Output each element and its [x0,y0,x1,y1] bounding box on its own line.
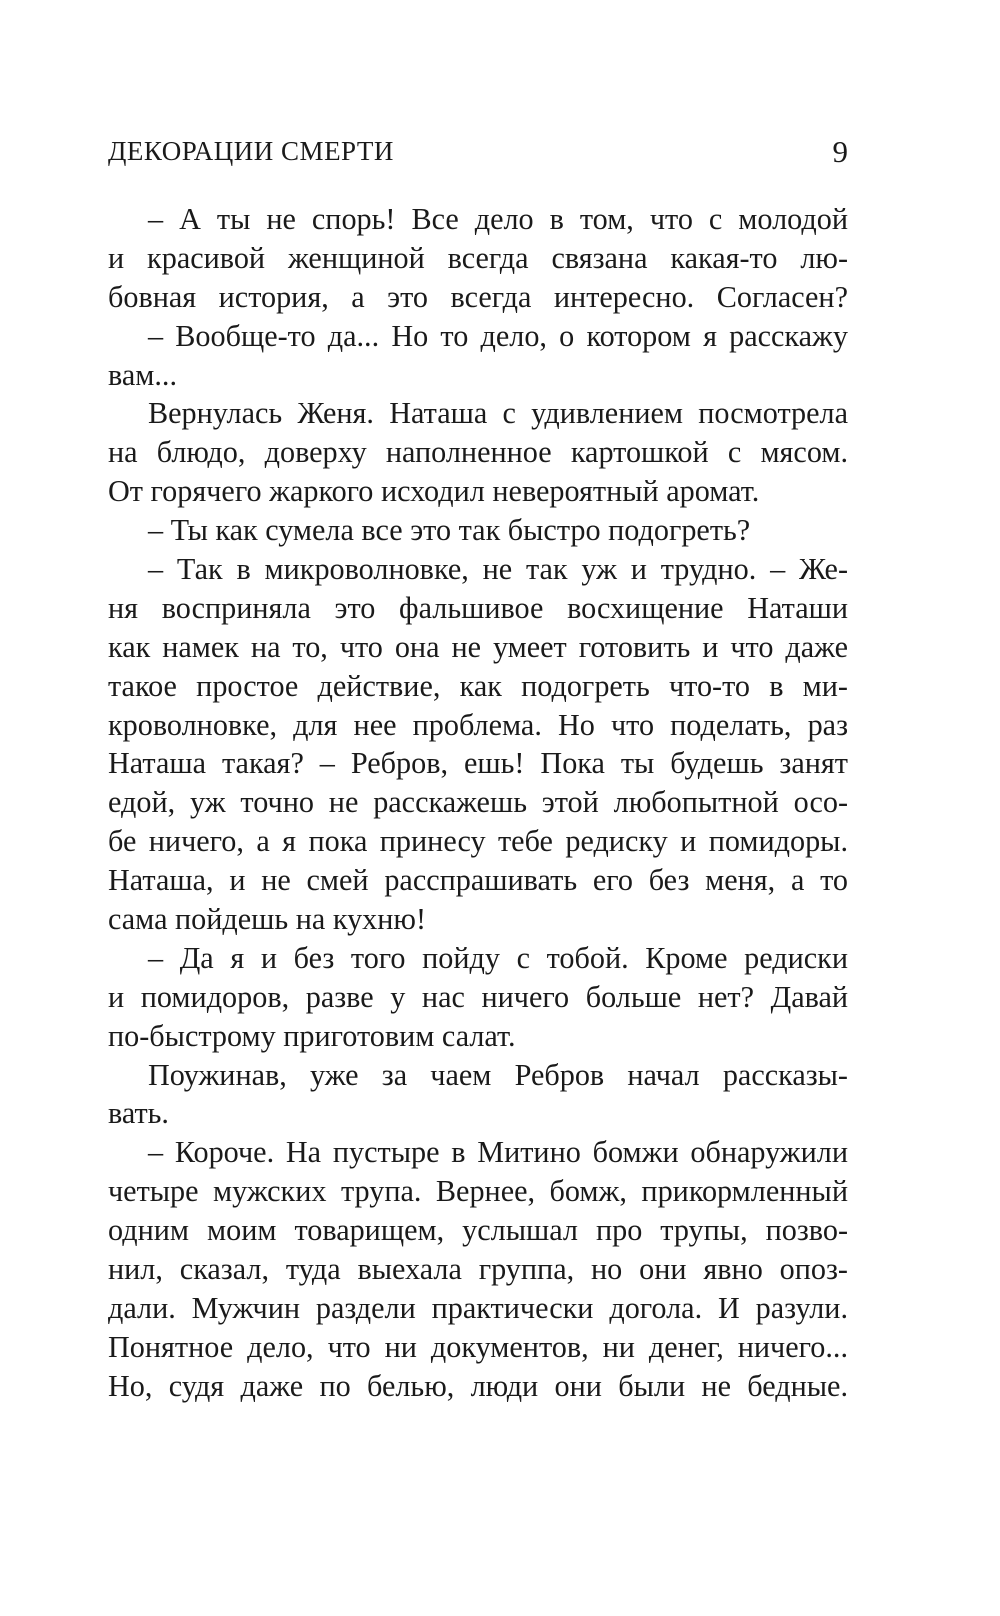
text-line: вать. [108,1096,169,1131]
text-line: как намек на то, что она не умеет готовить и что даже [108,629,848,664]
text-line: и помидоров, разве у нас ничего больше нет? Давай [108,979,848,1014]
text-line: сама пойдешь на кухню! [108,902,427,937]
text-line: такое простое действие, как подогреть что-то в ми- [108,668,848,703]
text-line: бовная история, а это всегда интересно. Согласен? [108,279,848,314]
text-line: – Короче. На пустыре в Митино бомжи обнаружили [148,1135,848,1170]
text-line: От горячего жаркого исходил невероятный аромат. [108,474,760,509]
text-line: нил, сказал, туда выехала группа, но они явно опоз- [108,1252,848,1287]
text-line: Но, судя даже по белью, люди они были не бедные. [108,1368,848,1403]
text-line: Понятное дело, что ни документов, ни денег, ничего... [108,1329,848,1364]
text-line: дали. Мужчин раздели практически догола. И разули. [108,1290,848,1325]
text-line: вам... [108,357,177,392]
text-line: Вернулась Женя. Наташа с удивлением посмотрела [148,396,848,431]
text-line: едой, уж точно не расскажешь этой любопытной осо- [108,785,848,820]
text-line: бе ничего, а я пока принесу тебе редиску и помидоры. [108,824,848,859]
text-line: одним моим товарищем, услышал про трупы, позво- [108,1213,848,1248]
text-line: – Да я и без того пойду с тобой. Кроме редиски [148,940,848,975]
text-line: кроволновке, для нее проблема. Но что поделать, раз [108,707,848,742]
text-line: по-быстрому приготовим салат. [108,1018,516,1053]
text-line: на блюдо, доверху наполненное картошкой с мясом. [108,435,848,470]
text-line: – Так в микроволновке, не так уж и трудно. – Же- [148,552,848,587]
text-line: и красивой женщиной всегда связана какая-то лю- [108,240,848,275]
text-line: Наташа такая? – Ребров, ешь! Пока ты будешь занят [108,746,848,781]
text-line: ня восприняла это фальшивое восхищение Наташи [108,590,848,625]
text-line: – Вообще-то да... Но то дело, о котором я расскажу [148,318,848,353]
text-line: – Ты как сумела все это так быстро подогреть? [148,513,751,548]
body-text [108,200,848,1406]
running-head [108,136,848,176]
running-title: ДЕКОРАЦИИ СМЕРТИ [108,136,394,166]
text-line: Поужинав, уже за чаем Ребров начал рассказы- [148,1057,848,1092]
page-number: 9 [832,134,848,169]
text-line: Наташа, и не смей расспрашивать его без меня, а то [108,863,848,898]
text-line: – А ты не спорь! Все дело в том, что с молодой [148,202,848,236]
text-line: четыре мужских трупа. Вернее, бомж, прикормленный [108,1174,848,1209]
